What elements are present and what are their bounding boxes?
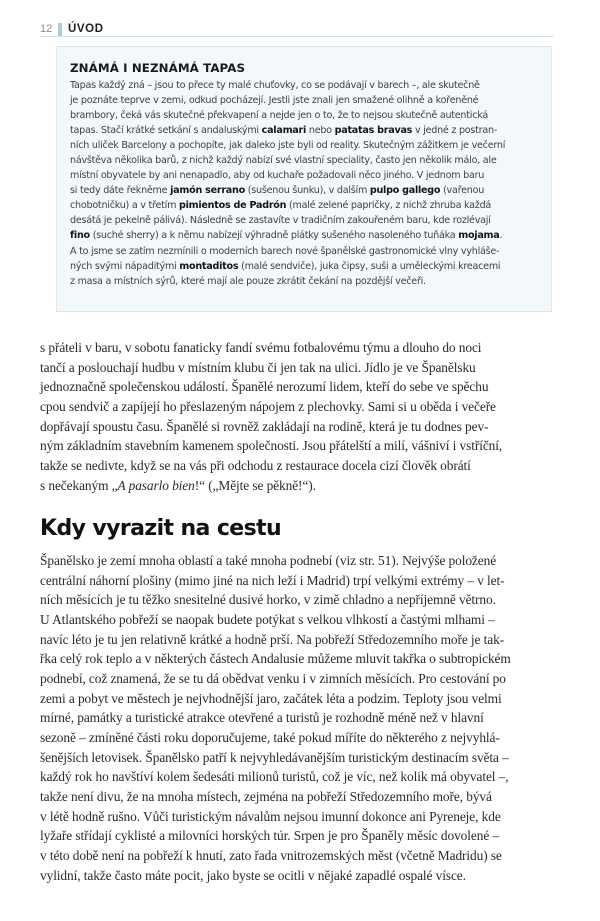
text-run: vylidní, takže často máte pocit, jako byste se ocitli v nějaké zapadlé ospalé vísce. [40, 867, 466, 883]
text-line [70, 213, 539, 228]
text-run: šenějších letovisek. Španělsko patří k nejvyhledávanějším turistickým destinacím světa – [40, 749, 509, 765]
text-run: mírné, památky a turistické atrakce otevřené a turistů je rozhodně méně než v hlavní [40, 710, 484, 726]
text-line [70, 168, 539, 183]
text-run: s přáteli v baru, v sobotu fanaticky fandí svému fotbalovému týmu a dlouho do noci [40, 340, 482, 355]
running-head-title: ÚVOD [68, 23, 104, 35]
text-run: ným základním stavebním kamenem společnosti. Jsou přátelští a milí, vášniví i vstříční, [40, 438, 503, 454]
text-run: (malé sendviče), juka čipsy, suši a uměleckými kreacemi [238, 260, 501, 272]
text-line [40, 787, 560, 807]
running-head [40, 22, 554, 37]
text-run: tančí a poslouchají hudbu v místním klubu či jen tak na ulici. Jídlo je ve Španělsku [40, 359, 476, 375]
text-run: s nečekaným „ [40, 477, 118, 493]
text-run: lyžaře střídají cyklisté a milovníci horských túr. Srpen je pro Španěly měsíc dovolené – [40, 828, 500, 844]
text-line [40, 571, 560, 591]
text-run: A to jsme se zatím nezmínili o moderních barech nové španělské gastronomické vlny vyhláše- [70, 245, 500, 257]
text-run: takže není divu, že na mnoha místech, zejména na pobřeží Středozemního moře, bývá [40, 788, 492, 804]
text-run: takže se nedivte, když se na vás při odchodu z restaurace docela cizí člověk obrátí [40, 457, 471, 473]
text-run: !“ („Mějte se pěkně!“). [194, 477, 316, 493]
text-line [70, 138, 539, 153]
text-line [40, 590, 560, 610]
text-run: brambory, čeká vás skutečné překvapení a nejde jen o to, že to nejsou skutečně autentická [70, 110, 488, 122]
text-line [70, 259, 539, 274]
text-run: chobotničku) a v třetím [70, 200, 179, 212]
bold-term: jamón serrano [170, 185, 245, 197]
text-line [40, 669, 560, 689]
text-line [70, 93, 539, 108]
text-run: podnebí, což znamená, že se tu dá obědvat venku i v zimních měsících. Pro cestování po [40, 670, 506, 686]
text-line [70, 108, 539, 123]
text-run: navíc léto je tu jen relativně krátké a hodně prší. Na pobřeží Středozemního moře je tak- [40, 631, 505, 647]
text-run: desátá je pekelně pálivá). Následně se zastavíte v tradičním zakouřeném baru, kde rozlévají [70, 215, 491, 227]
text-run: je poznáte teprve v zemi, odkud pocházejí. Jestli jste znali jen smažené olihně a kořeněné [70, 95, 479, 107]
text-line [40, 551, 560, 571]
text-line [40, 846, 560, 866]
text-run: ních uliček Barcelony a pochopíte, jak daleko jste byli od reality. Skutečným zážitkem je večerní [70, 140, 506, 152]
text-run: ných svými nápaditými [70, 260, 180, 272]
text-run: sezoně – zmíněné části roku doporučujeme, také pokud míříte do některého z nejvyhlá- [40, 729, 500, 745]
bold-term: calamari [261, 125, 307, 137]
section-paragraph [40, 551, 560, 885]
text-line [40, 748, 560, 768]
text-run: Tapas každý zná – jsou to přece ty malé chuťovky, co se podávají v barech –, ale skutečně [70, 80, 480, 91]
text-line [70, 244, 539, 259]
text-run: v jedné z postran- [412, 125, 498, 137]
text-run: nebo [306, 125, 335, 137]
text-run: řka celý rok teplo a v některých částech Andalusie můžeme mluvit takřka o subtropickém [40, 651, 511, 667]
text-run: místní obyvatele by ani nenapadlo, aby od kuchaře požadovali něco jiného. V jednom baru [70, 170, 485, 182]
text-run: z masa a místních sýrů, které mají ale pouze zkrátit čekání na pozdější večeři. [70, 275, 426, 287]
text-run: v této době není na pobřeží k hnutí, zato řada vnitrozemských měst (včetně Madridu) se [40, 847, 502, 863]
text-line [40, 377, 560, 397]
text-run: (suché sherry) a k němu nabízejí výhradně plátky sušeného nasoleného tuňáka [89, 230, 459, 242]
text-line [40, 866, 560, 886]
text-line [40, 456, 560, 476]
text-run: U Atlantského pobřeží se naopak budete potýkat s velkou vlhkostí a častými mlhami – [40, 611, 495, 627]
text-line [70, 183, 539, 198]
text-line [40, 689, 560, 709]
bold-term: mojama [458, 230, 500, 242]
text-run: centrální náhorní plošiny (mimo jiné na nich leží i Madrid) trpí velkými extrémy – v let- [40, 572, 505, 588]
text-line [40, 417, 560, 437]
text-line [40, 708, 560, 728]
bold-term: pimientos de Padrón [178, 200, 287, 212]
text-line [40, 358, 560, 378]
text-line [40, 610, 560, 630]
text-run: v létě hodně rušno. Vůči turistickým návalům nejsou imunní dokonce ani Pyreneje, kde [40, 808, 501, 824]
text-run: dopřávají spoustu času. Španělé si rovněž zakládají na rodině, která je tu dodnes pev- [40, 418, 489, 434]
text-line [40, 649, 560, 669]
page-number: 12 [40, 23, 53, 35]
text-line [40, 767, 560, 787]
text-run: Španělsko je zemí mnoha oblastí a také mnoha podnebí (viz str. 51). Nejvýše položené [40, 553, 497, 568]
text-line [40, 476, 560, 496]
text-run: (malé zelené papričky, z nichž zhruba každá [286, 200, 492, 212]
text-line [40, 728, 560, 748]
text-line [70, 274, 539, 289]
section-accent-bar [58, 23, 62, 36]
text-run: jednoznačně společenskou událostí. Španělé nerozumí lidem, kteří do sebe ve spěchu [40, 379, 489, 395]
bold-term: patatas bravas [334, 125, 413, 137]
paragraph-continuation [40, 338, 560, 495]
text-line [40, 397, 560, 417]
text-run: ních měsících je tu těžko snesitelné dusivé horko, v zimě chladno a nepříjemně větrno. [40, 592, 496, 608]
text-run: . [499, 230, 503, 242]
bold-term: pulpo gallego [369, 185, 441, 197]
text-run: každý rok ho navštíví kolem šedesáti milionů turistů, což je víc, než kolik má obyvatel –, [40, 769, 509, 785]
text-line [70, 153, 539, 168]
text-line [70, 198, 539, 213]
sidebar-box-tapas [56, 46, 552, 312]
sidebar-box-text [70, 78, 539, 289]
text-run: návštěva několika barů, z nichž každý nabízí své vlastní speciality, často jen několik málo, ale [70, 155, 497, 167]
bold-term: montaditos [179, 260, 239, 272]
text-line [40, 826, 560, 846]
text-run: (vařenou [440, 185, 485, 197]
text-line [40, 436, 560, 456]
text-run: tapas. Stačí krátké setkání s andaluskými [70, 125, 262, 137]
text-run: cpou sendvič a zapíjejí ho přeslazeným nápojem z plechovky. Sami si u oběda i večeře [40, 398, 496, 414]
text-line [70, 78, 539, 93]
text-run: si tedy dáte řekněme [70, 185, 171, 197]
text-run: zemi a pobyt ve městech je nejvhodnější jaro, začátek léta a podzim. Teploty jsou velmi [40, 690, 502, 706]
italic-phrase: A pasarlo bien [117, 477, 195, 493]
text-line [70, 228, 539, 243]
text-line [40, 807, 560, 827]
bold-term: fino [70, 230, 90, 242]
text-line [70, 123, 539, 138]
section-heading: Kdy vyrazit na cestu [40, 516, 282, 541]
text-line [40, 630, 560, 650]
text-run: (sušenou šunku), v dalším [244, 185, 370, 197]
sidebar-box-title: ZNÁMÁ I NEZNÁMÁ TAPAS [70, 61, 246, 75]
text-line [40, 338, 560, 358]
